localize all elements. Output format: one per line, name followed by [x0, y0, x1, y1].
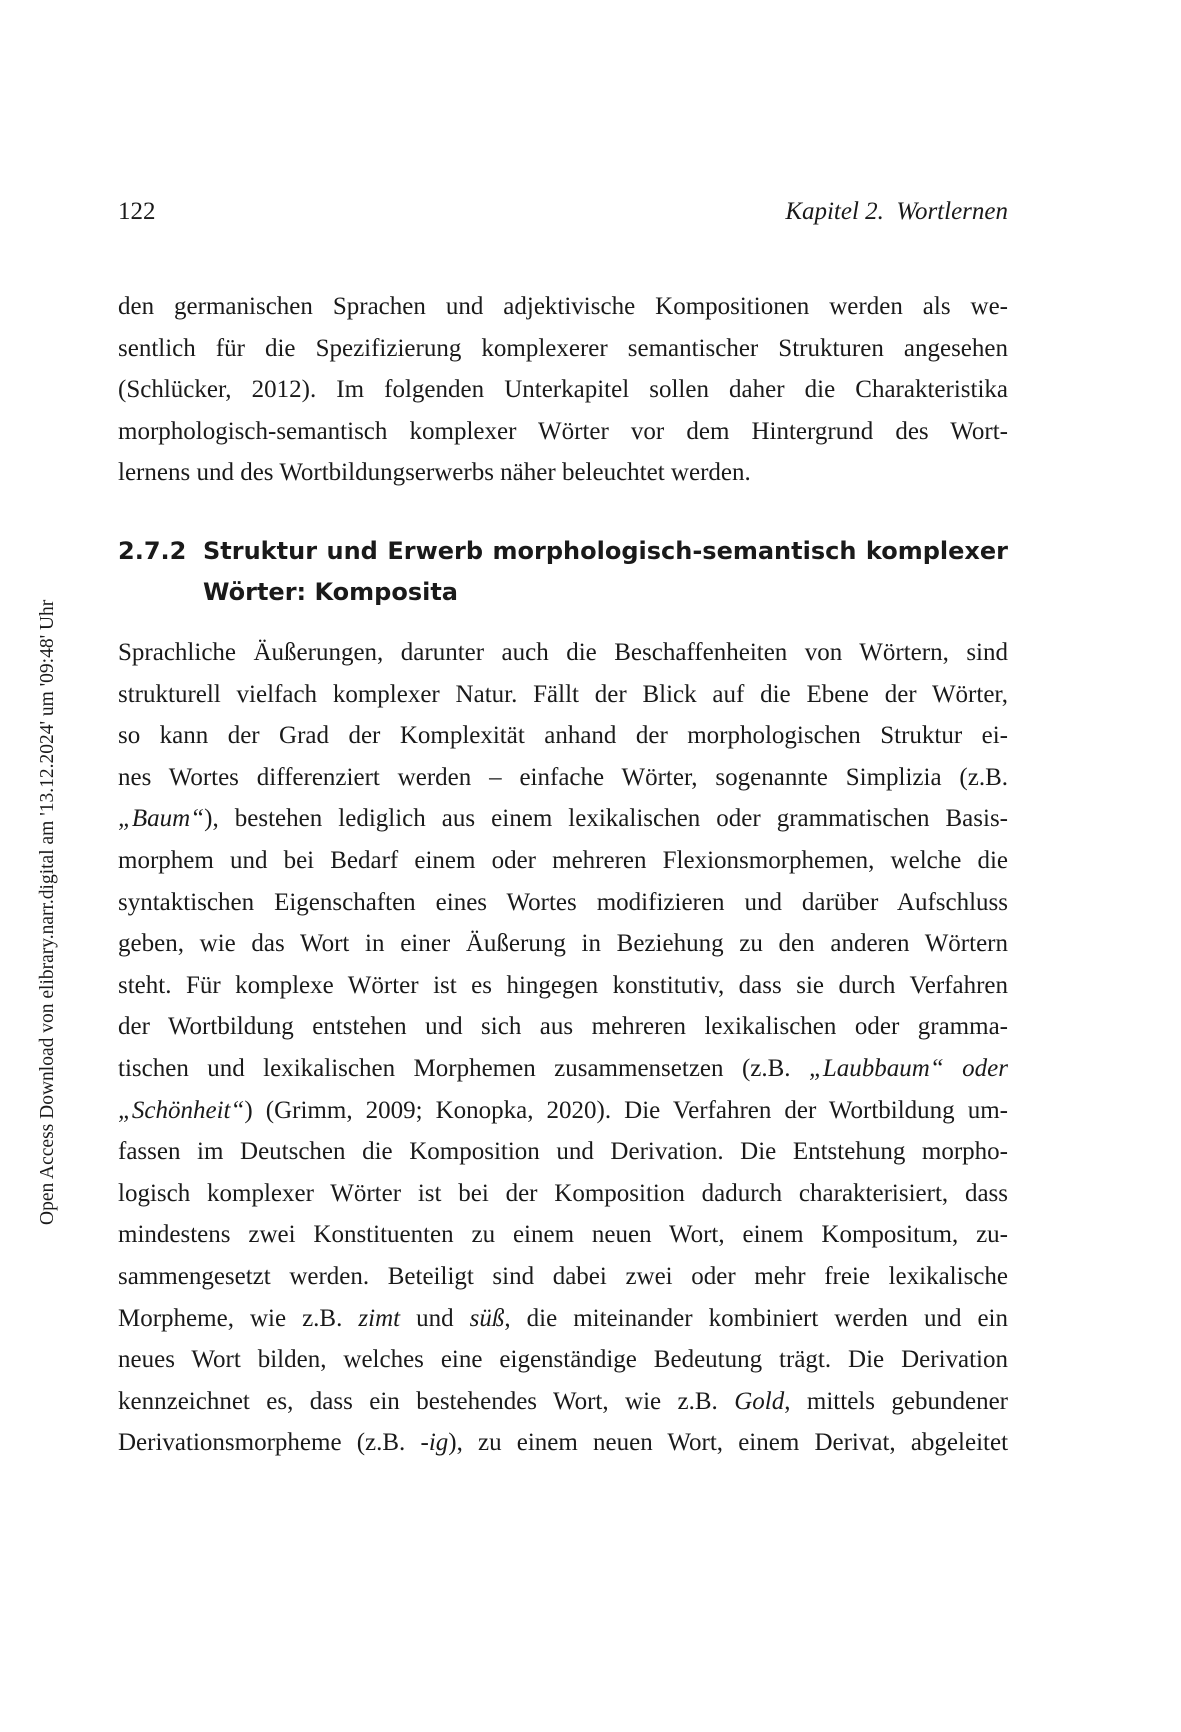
- italic-example: „Laubbaum“ oder: [808, 1054, 1009, 1082]
- text-run: , die miteinander kombiniert werden und ein: [504, 1304, 1009, 1332]
- text-line: [118, 1298, 1008, 1340]
- text-run: Morpheme, wie z.B.: [118, 1304, 359, 1332]
- italic-example: süß: [469, 1304, 505, 1332]
- section-title-line: Wörter: Komposita: [203, 578, 458, 606]
- text-line: nes Wortes differenziert werden – einfache Wörter, sogenannte Simplizia (z.B.: [118, 763, 1008, 791]
- text-line: [118, 798, 1008, 840]
- text-line: so kann der Grad der Komplexität anhand der morphologischen Struktur ei-: [118, 722, 1008, 750]
- text-line: Sprachliche Äußerungen, darunter auch die Beschaffenheiten von Wörtern, sind: [118, 639, 1008, 666]
- text-line: sammengesetzt werden. Beteiligt sind dabei zwei oder mehr freie lexikalische: [118, 1262, 1008, 1290]
- text-line: [118, 1422, 1008, 1464]
- italic-example: „Baum“: [118, 805, 205, 833]
- text-line: syntaktischen Eigenschaften eines Wortes modifizieren und darüber Aufschluss: [118, 888, 1008, 916]
- text-line: steht. Für komplexe Wörter ist es hingegen konstitutiv, dass sie durch Verfahren: [118, 971, 1008, 999]
- italic-example: zimt: [358, 1304, 401, 1332]
- text-line: den germanischen Sprachen und adjektivische Kompositionen werden als we-: [118, 293, 1008, 320]
- text-line: mindestens zwei Konstituenten zu einem neuen Wort, einem Kompositum, zu-: [118, 1221, 1008, 1249]
- text-run: ), zu einem neuen Wort, einem Derivat, abgeleitet: [448, 1429, 1009, 1457]
- text-run: und: [400, 1304, 470, 1332]
- paragraph-body: [118, 632, 1008, 1464]
- text-line: sentlich für die Spezifizierung komplexerer semantischer Strukturen angesehen: [118, 334, 1008, 362]
- text-line: der Wortbildung entstehen und sich aus mehreren lexikalischen oder gramma-: [118, 1013, 1008, 1041]
- text-line: geben, wie das Wort in einer Äußerung in Beziehung zu den anderen Wörtern: [118, 930, 1008, 958]
- italic-example: ig: [428, 1429, 449, 1457]
- text-run: ), bestehen lediglich aus einem lexikalischen oder grammatischen Basis-: [204, 805, 1008, 833]
- text-run: ) (Grimm, 2009; Konopka, 2020). Die Verfahren der Wortbildung um-: [244, 1096, 1008, 1124]
- text-line: morphologisch-semantisch komplexer Wörter vor dem Hintergrund des Wort-: [118, 417, 1008, 445]
- text-line: lernens und des Wortbildungserwerbs näher beleuchtet werden.: [118, 459, 751, 487]
- section-title: [203, 531, 1008, 613]
- page-number: 122: [118, 198, 156, 225]
- text-line: morphem und bei Bedarf einem oder mehreren Flexionsmorphemen, welche die: [118, 846, 1008, 874]
- chapter-title: Kapitel 2. Wortlernen: [785, 198, 1008, 225]
- text-line: (Schlücker, 2012). Im folgenden Unterkapitel sollen daher die Charakteristika: [118, 376, 1008, 404]
- text-line: logisch komplexer Wörter ist bei der Komposition dadurch charakterisiert, dass: [118, 1179, 1008, 1207]
- margin-access-note: Open Access Download von elibrary.narr.digital am '13.12.2024' um '09:48' Uhr: [37, 599, 58, 1225]
- text-run: kennzeichnet es, dass ein bestehendes Wort, wie z.B.: [118, 1387, 735, 1415]
- text-line: [118, 1381, 1008, 1423]
- text-line: [118, 1048, 1008, 1090]
- text-run: Derivationsmorpheme (z.B. -: [118, 1429, 429, 1457]
- text-line: fassen im Deutschen die Komposition und Derivation. Die Entstehung morpho-: [118, 1138, 1008, 1166]
- text-run: tischen und lexikalischen Morphemen zusammensetzen (z.B.: [118, 1054, 809, 1082]
- italic-example: Gold: [734, 1387, 785, 1415]
- section-title-line: Struktur und Erwerb morphologisch-semantisch komplexer: [203, 537, 1008, 565]
- section-number: 2.7.2: [118, 537, 187, 565]
- text-line: [118, 1090, 1008, 1132]
- text-line: strukturell vielfach komplexer Natur. Fällt der Blick auf die Ebene der Wörter,: [118, 680, 1008, 708]
- text-line: neues Wort bilden, welches eine eigenständige Bedeutung trägt. Die Derivation: [118, 1346, 1008, 1374]
- italic-example: „Schönheit“: [118, 1096, 245, 1124]
- text-run: , mittels gebundener: [784, 1387, 1008, 1415]
- paragraph-intro: [118, 286, 1008, 494]
